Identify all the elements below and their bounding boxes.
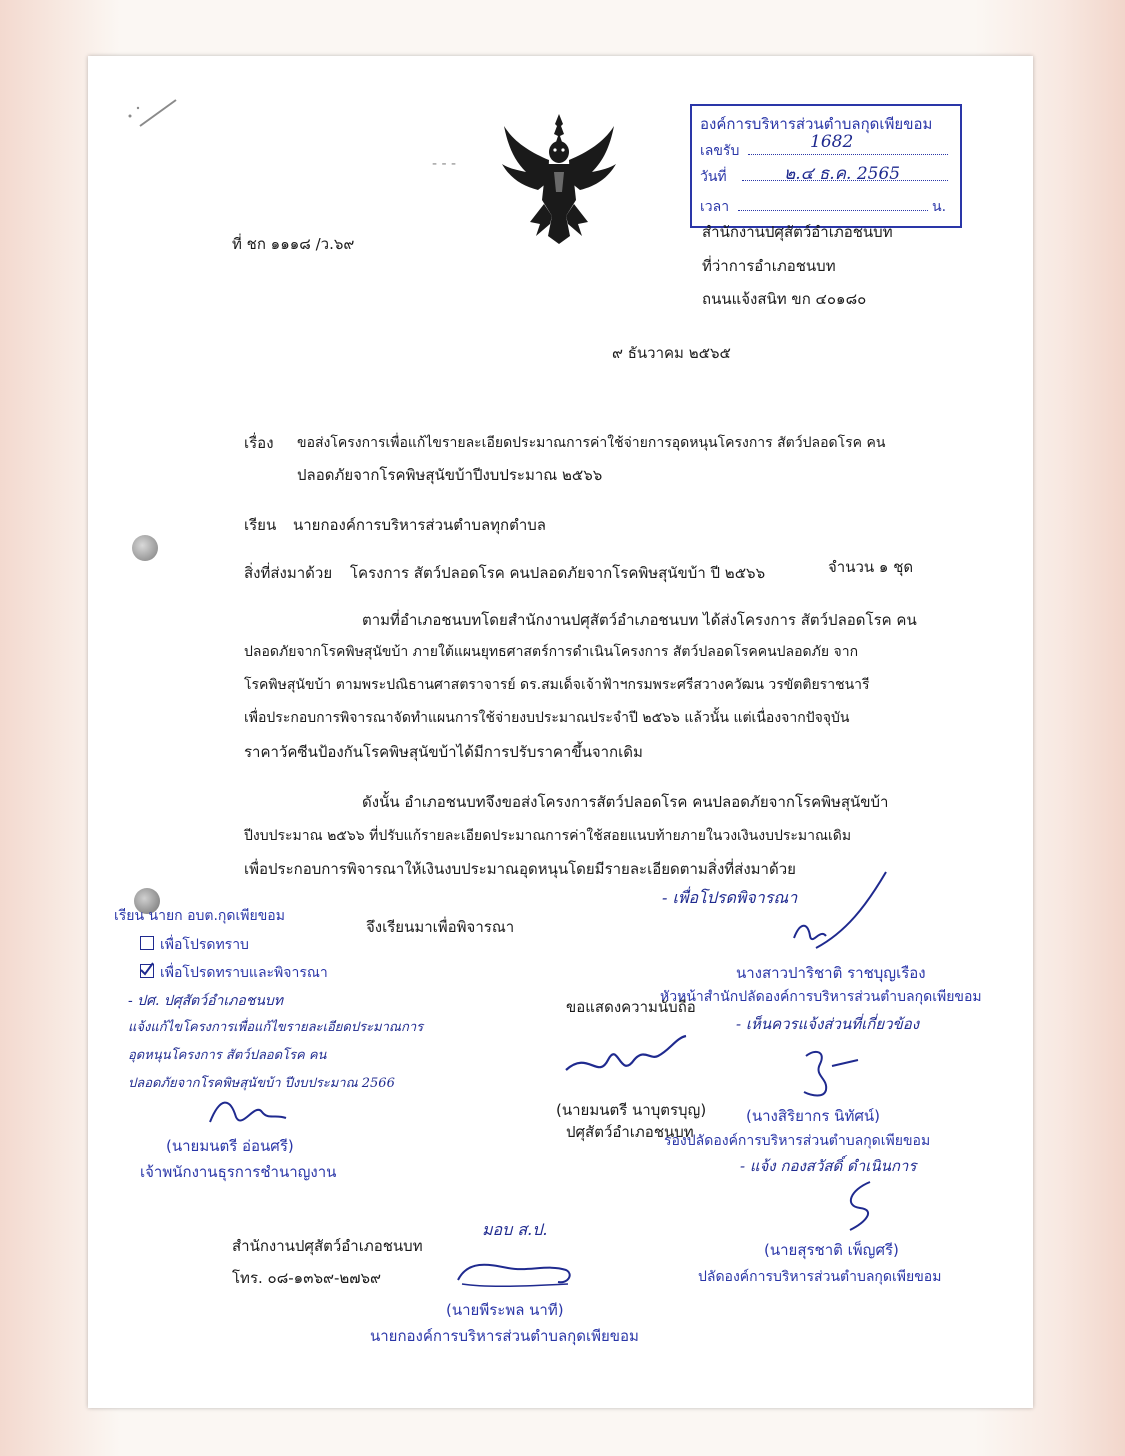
annotation-option2-label: เพื่อโปรดทราบและพิจารณา	[160, 965, 328, 981]
checkbox-acknowledge-consider	[140, 964, 154, 978]
signer-right-signature	[796, 1046, 866, 1102]
received-stamp	[690, 104, 962, 228]
annotation-hw-line2: แจ้งแก้ไขโครงการเพื่อแก้ไขรายละเอียดประมาณการ	[128, 1020, 424, 1035]
body-p2-line2: ปีงบประมาณ ๒๕๖๖ ที่ปรับแก้รายละเอียดประมาณการค่าใช้สอยแนบท้ายภายในวงเงินงบประมาณเดิม	[244, 828, 852, 844]
check-mark-icon	[140, 962, 154, 976]
punch-hole-top	[132, 535, 158, 561]
checkbox-acknowledge	[140, 936, 154, 950]
signer-bottom-name: (นายพีระพล นาที)	[446, 1301, 564, 1319]
signer-center-name: (นายมนตรี นาบุตรบุญ)	[556, 1101, 707, 1119]
corner-staple-mark	[118, 88, 188, 138]
signer-bottom-position: นายกองค์การบริหารส่วนตำบลกุดเพียขอม	[370, 1327, 639, 1345]
annotation-option1-label: เพื่อโปรดทราบ	[160, 937, 249, 953]
annotation-position: เจ้าพนักงานธุรการชำนาญงาน	[140, 1163, 337, 1181]
signer-right-position: รองปลัดองค์การบริหารส่วนตำบลกุดเพียขอม	[664, 1133, 931, 1149]
subject-line2: ปลอดภัยจากโรคพิษสุนัขบ้าปีงบประมาณ ๒๕๖๖	[297, 466, 603, 484]
signer-center-respect: ขอแสดงความนับถือ	[566, 998, 696, 1016]
signer-bottom-right-signature	[830, 1176, 900, 1236]
body-p1-line4: เพื่อประกอบการพิจารณาจัดทำแผนการใช้จ่ายงบประมาณประจำปี ๒๕๖๖ แล้วนั้น แต่เนื่องจากปัจจุบัน	[244, 710, 850, 726]
office-address-line3: ถนนแจ้งสนิท ขก ๔๐๑๘๐	[702, 290, 867, 308]
annotation-hw-line4: ปลอดภัยจากโรคพิษสุนัขบ้า ปีงบประมาณ 2566	[128, 1076, 395, 1091]
annotation-to: เรียน นายก อบต.กุดเพียขอม	[114, 908, 285, 924]
annotation-option1	[140, 934, 249, 956]
stamp-receive-no: 1682	[810, 132, 854, 152]
recipient-label: เรียน	[244, 516, 277, 534]
enclosure-text: โครงการ สัตว์ปลอดโรค คนปลอดภัยจากโรคพิษสุนัขบ้า ปี ๒๕๖๖	[350, 564, 766, 582]
signer-center-signature	[558, 1030, 698, 1090]
signer-main-signature	[786, 866, 906, 956]
body-p2-line1: ดังนั้น อำเภอชนบทจึงขอส่งโครงการสัตว์ปลอดโรค คนปลอดภัยจากโรคพิษสุนัขบ้า	[362, 793, 889, 811]
annotation-hw-line1: - ปศ. ปศุสัตว์อำเภอชนบท	[128, 993, 284, 1009]
closing-text: จึงเรียนมาเพื่อพิจารณา	[366, 918, 515, 936]
letter-date: ๙ ธันวาคม ๒๕๖๕	[612, 344, 731, 362]
signer-bottom-right-name: (นายสุรชาติ เพ็ญศรี)	[764, 1241, 899, 1259]
stamp-time-unit: น.	[932, 199, 947, 215]
stamp-org: องค์การบริหารส่วนตำบลกุดเพียขอม	[700, 115, 933, 133]
stamp-time-label: เวลา	[700, 199, 730, 215]
annotation-hw-line3: อุดหนุนโครงการ สัตว์ปลอดโรค คน	[128, 1048, 327, 1063]
footer-tel: โทร. ๐๘-๑๓๖๙-๒๗๖๙	[232, 1269, 382, 1287]
enclosure-quantity: จำนวน ๑ ชุด	[828, 558, 914, 576]
signer-right-note2: - แจ้ง กองสวัสดิ์ ดำเนินการ	[740, 1157, 917, 1175]
annotation-name: (นายมนตรี อ่อนศรี)	[166, 1137, 294, 1155]
stamp-time-line	[738, 210, 928, 211]
office-address-line1: สำนักงานปศุสัตว์อำเภอชนบท	[702, 223, 893, 241]
stamp-date-label: วันที่	[700, 169, 727, 185]
subject-line1: ขอส่งโครงการเพื่อแก้ไขรายละเอียดประมาณการค่าใช้จ่ายการอุดหนุนโครงการ สัตว์ปลอดโรค คน	[297, 435, 886, 451]
signer-main-name: นางสาวปาริชาติ ราชบุญเรือง	[736, 964, 926, 982]
signer-bottom-note: มอบ ส.ป.	[482, 1220, 548, 1239]
annotation-signature	[200, 1092, 290, 1132]
signer-main-note: - เพื่อโปรดพิจารณา	[662, 888, 798, 907]
stamp-receive-label: เลขรับ	[700, 143, 740, 159]
recipient-text: นายกองค์การบริหารส่วนตำบลทุกตำบล	[293, 516, 546, 534]
body-p1-line1: ตามที่อำเภอชนบทโดยสำนักงานปศุสัตว์อำเภอชนบท ได้ส่งโครงการ สัตว์ปลอดโรค คน	[362, 611, 917, 629]
footer-office: สำนักงานปศุสัตว์อำเภอชนบท	[232, 1237, 423, 1255]
subject-label: เรื่อง	[244, 434, 274, 452]
signer-right-note: - เห็นควรแจ้งส่วนที่เกี่ยวข้อง	[736, 1015, 920, 1033]
body-p1-line5: ราคาวัคซีนป้องกันโรคพิษสุนัขบ้าได้มีการปรับราคาขึ้นจากเดิม	[244, 743, 643, 761]
annotation-option2	[140, 962, 328, 984]
stamp-receive-line	[748, 154, 948, 155]
body-p1-line3: โรคพิษสุนัขบ้า ตามพระปณิธานศาสตราจารย์ ดร.สมเด็จเจ้าฟ้าฯกรมพระศรีสวางควัฒน วรขัตติยราชนารี	[244, 677, 870, 693]
signer-bottom-right-position: ปลัดองค์การบริหารส่วนตำบลกุดเพียขอม	[698, 1269, 942, 1285]
stamp-date-value: ๒.๔ ธ.ค. 2565	[784, 164, 901, 184]
signer-right-name: (นางสิริยากร นิทัศน์)	[746, 1107, 880, 1125]
signer-main-position: หัวหน้าสำนักปลัดองค์การบริหารส่วนตำบลกุดเพียขอม	[660, 989, 982, 1005]
garuda-emblem-icon	[500, 112, 618, 246]
signer-bottom-signature	[448, 1254, 588, 1294]
scan-speck: - - -	[432, 156, 457, 172]
enclosure-label: สิ่งที่ส่งมาด้วย	[244, 564, 333, 582]
signer-center-position: ปศุสัตว์อำเภอชนบท	[566, 1123, 694, 1141]
body-p1-line2: ปลอดภัยจากโรคพิษสุนัขบ้า ภายใต้แผนยุทธศาสตร์การดำเนินโครงการ สัตว์ปลอดโรคคนปลอดภัย จาก	[244, 644, 859, 660]
reference-number: ที่ ชก ๑๑๑๘ /ว.๖๙	[232, 235, 355, 253]
body-p2-line3: เพื่อประกอบการพิจารณาให้เงินงบประมาณอุดหนุนโดยมีรายละเอียดตามสิ่งที่ส่งมาด้วย	[244, 860, 796, 878]
office-address-line2: ที่ว่าการอำเภอชนบท	[702, 257, 836, 275]
